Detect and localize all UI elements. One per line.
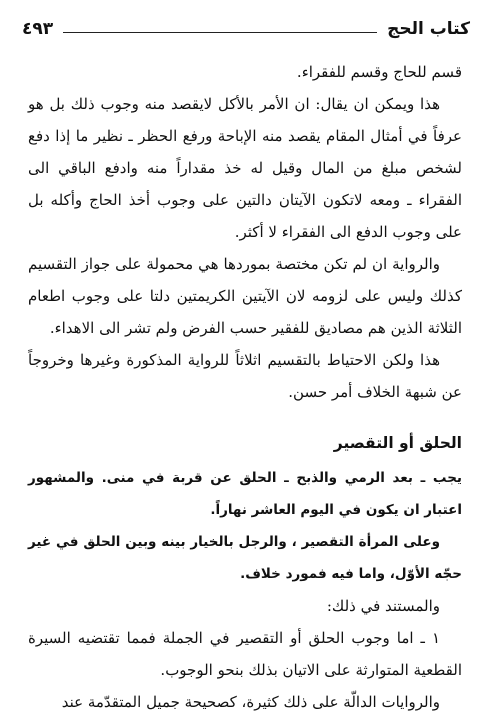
page-header <box>22 14 470 44</box>
paragraph: هذا ويمكن ان يقال: ان الأمر بالأكل لايقصد منه وجوب ذلك بل هو عرفاً في أمثال المقام يقصد منه الإباحة ورفع الحظر ـ نظير ما إذا دفع لشخص مبلغ من المال وقيل له خذ مقداراً منه وادفع الباقي الى الفقراء ـ ومعه لاتكون الآيتان دالتين على وجوب أخذ الحاج وأكله بل على وجوب الدفع الى الفقراء لا أكثر. <box>28 95 462 241</box>
running-title: كتاب الحج <box>387 19 470 39</box>
rule-paragraph: يجب ـ بعد الرمي والذبح ـ الحلق عن قربة في منى. والمشهور اعتبار ان يكون في اليوم العاشر نهاراً. <box>28 470 462 518</box>
paragraph: هذا ولكن الاحتياط بالتقسيم اثلاثاً للرواية المذكورة وغيرها وخروجاً عن شبهة الخلاف أمر حسن. <box>28 351 462 401</box>
page-body <box>28 56 462 718</box>
paragraph: والمستند في ذلك: <box>326 597 440 615</box>
paragraph: قسم للحاج وقسم للفقراء. <box>296 63 462 81</box>
paragraph: والرواية ان لم تكن مختصة بموردها هي محمولة على جواز التقسيم كذلك وليس على لزومه لان الآيتين الكريمتين دلتا على وجوب اطعام الثلاثة الذين هم مصاديق للفقير حسب الفرض ولم تشر الى الاهداء. <box>28 255 462 337</box>
page-number: ٤٩٣ <box>22 19 54 39</box>
section-heading: الحلق أو التقصير <box>333 434 462 452</box>
header-rule <box>63 32 377 33</box>
rule-paragraph: وعلى المرأة التقصير ، والرجل بالخيار بينه وبين الحلق في غير حجّه الأوّل، واما فيه فمورد خلاف. <box>28 534 462 582</box>
paragraph: ١ ـ اما وجوب الحلق أو التقصير في الجملة فمما تقتضيه السيرة القطعية المتوارثة على الاتيان بذلك بنحو الوجوب. <box>28 629 462 679</box>
paragraph: والروايات الدالّة على ذلك كثيرة، كصحيحة جميل المتقدّمة عند <box>61 693 440 711</box>
